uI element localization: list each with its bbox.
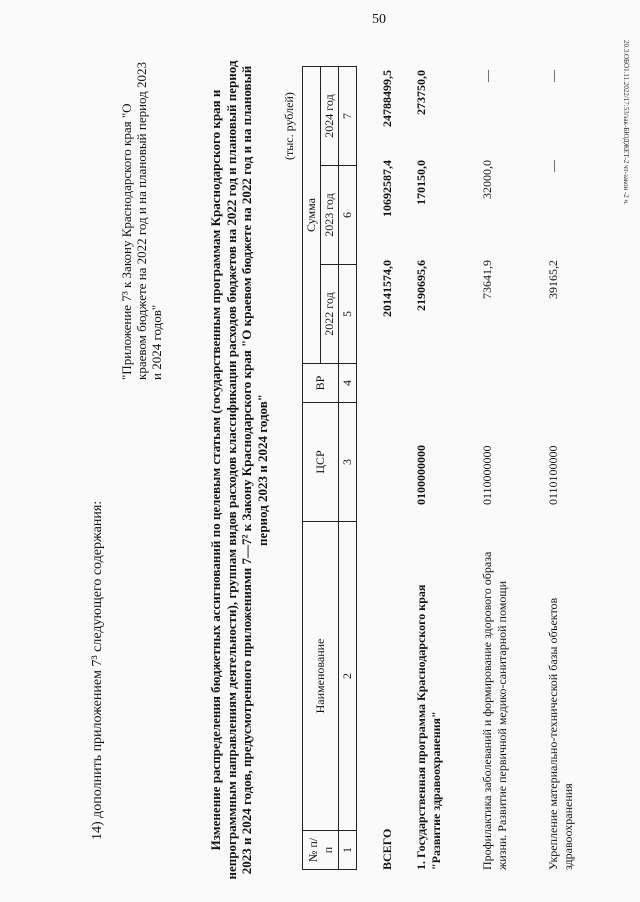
col-number: 2 [339,522,357,831]
row-2022: 73641,9 [480,260,494,299]
table-row [546,70,612,870]
row-2023: 10692587,4 [380,160,394,217]
table-body [380,70,612,870]
col-2022-header: 2022 год [321,265,339,364]
row-2023: 170150,0 [414,160,428,205]
col-number: 3 [339,403,357,522]
col-2024-header: 2024 год [321,67,339,166]
row-code: 0110100000 [546,445,560,505]
row-2023: — [546,160,560,172]
row-name: Укрепление материально-технической базы объектов здравоохранения [546,597,575,870]
table-row [414,70,480,870]
row-2023: 32000,0 [480,160,494,199]
row-2024: 24788499,5 [380,70,394,127]
col-number: 4 [339,364,357,403]
col-num-header: № п/п [303,831,339,870]
row-2022: 2190695,6 [414,260,428,311]
col-number: 7 [339,67,357,166]
document-title: Изменение распределения бюджетных ассигнований по целевым статьям (государственным программам Краснодарского края и непрограммным направлениям деятельности), группам видов расходов классификации расходов бюджетов на 2022 год и плановый период 2023 и 2024 годов, предусмотренного приложениями 7—7² к Закону Краснодарского края "О краевом бюджете на 2022 год и на плановый период 2023 и 2024 годов" [208,60,270,880]
col-number: 1 [339,831,357,870]
col-number: 5 [339,265,357,364]
row-code: 0100000000 [414,445,428,505]
page-number: 50 [372,12,386,27]
col-vr-header: ВР [303,364,339,403]
intro-text: 14) дополнить приложением 7³ следующего содержания: [90,500,105,840]
footer-code: 20.3.ОБО1.11.2022/17:53/зак-БЮДЖЕТ-2 чт-закон -2 ч. [622,40,630,205]
rotated-document [80,40,600,900]
row-code: 0110000000 [480,445,494,505]
col-2023-header: 2023 год [321,166,339,265]
row-name: ВСЕГО [380,828,394,870]
table-row [380,70,414,870]
table-row [480,70,546,870]
row-2024: — [480,70,494,82]
row-2022: 20141574,0 [380,260,394,317]
col-csr-header: ЦСР [303,403,339,522]
row-2024: 273750,0 [414,70,428,115]
row-name: Профилактика заболеваний и формирование здорового образа жизни. Развитие первичной медико-санитарной помощи [480,551,509,870]
header-table [302,66,357,870]
appendix-header: "Приложение 7³ к Закону Краснодарского края "О краевом бюджете на 2022 год и на плановый период 2023 и 2024 годов" [119,61,164,380]
col-sum-header: Сумма [303,67,321,364]
row-name: 1. Государственная программа Краснодарского края "Развитие здравоохранения" [414,584,443,870]
units-label: (тыс. рублей) [282,92,296,160]
row-2022: 39165,2 [546,260,560,299]
col-number: 6 [339,166,357,265]
row-2024: — [546,70,560,82]
col-name-header: Наименование [303,522,339,831]
